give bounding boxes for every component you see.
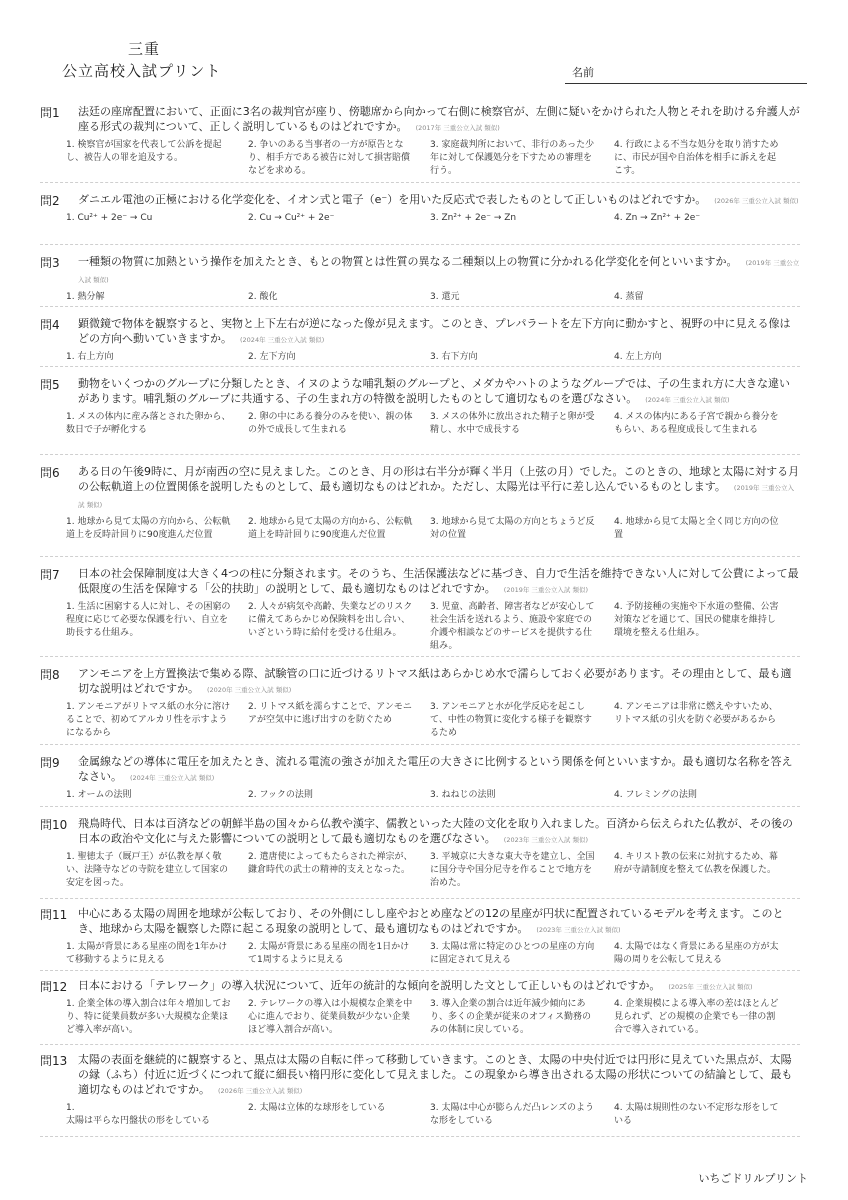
header: [0, 0, 848, 100]
choice-2[interactable]: 2. 卵の中にある養分のみを使い、親の体の外で成長して生まれる: [248, 412, 413, 435]
choice-1[interactable]: 1. 検察官が国家を代表して公訴を提起し、被告人の罪を追及する。: [66, 140, 222, 163]
source-note: (2024年 三重公立入試 類似): [130, 774, 215, 782]
question-text: 日本における「テレワーク」の導入状況について、近年の統計的な傾向を説明した文として正しいものはどれですか。 (2025年 三重公立入試 類似): [78, 979, 753, 992]
choice-1[interactable]: 1. アンモニアがリトマス紙の水分に溶けることで、初めてアルカリ性を示すようになるから: [66, 702, 231, 738]
question-number: 問6: [40, 466, 60, 480]
choice-3[interactable]: 3. 平城京に大きな東大寺を建立し、全国に国分寺や国分尼寺を作ることで地方を治めた。: [430, 852, 595, 888]
choice-list: [66, 789, 800, 805]
choice-3[interactable]: 3. 地球から見て太陽の方向とちょうど反対の位置: [430, 517, 595, 540]
choice-3[interactable]: 3. 還元: [430, 292, 460, 302]
question-text: アンモニアを上方置換法で集める際、試験管の口に近づけるリトマス紙はあらかじめ水で濡らしておく必要があります。その理由として、最も適切な説明はどれですか。 (2020年 三重公立入試 類似): [78, 667, 792, 695]
source-note: (2024年 三重公立入試 類似): [240, 336, 325, 344]
choice-list: [66, 701, 800, 747]
source-note: (2019年 三重公立入試 類似): [78, 484, 795, 509]
question-8: [40, 666, 800, 747]
choice-list: [66, 411, 800, 457]
question-text: 中心にある太陽の周囲を地球が公転しており、その外側にしし座やおとめ座などの12の星座が円状に配置されているモデルを考えます。このとき、地球から太陽を観察した際に起こる現象の説明として、最も適切なものはどれですか。 (2023年 三重公立入試 類似): [78, 907, 784, 935]
question-5: [40, 376, 800, 457]
choice-2[interactable]: 2. 太陽は立体的な球形をしている: [248, 1103, 386, 1113]
question-number: 問5: [40, 378, 60, 392]
choice-3[interactable]: 3. ねねじの法則: [430, 790, 496, 800]
page-title: 公立高校入試プリント: [62, 62, 222, 80]
choice-list: [66, 851, 800, 897]
choice-4[interactable]: 4. 左上方向: [614, 352, 662, 362]
choice-2[interactable]: 2. 争いのある当事者の一方が原告となり、相手方である被告に対して損害賠償などを求める。: [248, 140, 411, 176]
question-text: 動物をいくつかのグループに分類したとき、イヌのような哺乳類のグループと、メダカやハトのようなグループでは、子の生まれ方に大きな違いがあります。哺乳類のグループに共通する、子の生まれ方の特徴を説明したものとして適切なものを選びなさい。 (2024年 三重公立入試 類似): [78, 377, 791, 405]
choice-3[interactable]: 3. 右下方向: [430, 352, 478, 362]
question-text: 飛鳥時代、日本は百済などの朝鮮半島の国々から仏教や漢字、儒教といった大陸の文化を取り入れました。百済から伝えられた仏教が、その後の日本の政治や文化に与えた影響についての説明として最も適切なものを選びなさい。 (2023年 三重公立入試 類似): [78, 817, 793, 845]
divider: [40, 306, 800, 307]
choice-1[interactable]: 1. 右上方向: [66, 352, 114, 362]
divider: [40, 556, 800, 557]
choice-2[interactable]: 2. 地球から見て太陽の方向から、公転軌道上を時計回りに90度進んだ位置: [248, 517, 413, 540]
choice-1[interactable]: 1. 地球から見て太陽の方向から、公転軌道上を反時計回りに90度進んだ位置: [66, 517, 231, 540]
choice-2[interactable]: 2. 酸化: [248, 292, 278, 302]
divider: [40, 244, 800, 245]
divider: [40, 366, 800, 367]
source-note: (2024年 三重公立入試 類似): [645, 396, 730, 404]
question-4: [40, 316, 800, 367]
source-note: (2025年 三重公立入試 類似): [668, 983, 753, 991]
name-underline: [565, 83, 807, 84]
source-note: (2023年 三重公立入試 類似): [503, 836, 589, 844]
question-10: [40, 816, 800, 897]
choice-list: [66, 998, 800, 1044]
question-3: [40, 254, 800, 307]
question-2: [40, 192, 800, 228]
divider: [40, 656, 800, 657]
choice-list: [66, 351, 800, 367]
choice-2[interactable]: 2. フックの法則: [248, 790, 313, 800]
choice-3[interactable]: 3. Zn²⁺ + 2e⁻ → Zn: [430, 213, 517, 223]
choice-4[interactable]: 4. キリスト教の伝来に対抗するため、幕府が寺請制度を整えて仏教を保護した。: [614, 852, 778, 875]
divider: [40, 806, 800, 807]
question-13: [40, 1052, 800, 1134]
choice-4[interactable]: 4. アンモニアは非常に燃えやすいため、リトマス紙の引火を防ぐ必要があるから: [614, 702, 778, 725]
choice-list: [66, 212, 800, 228]
question-7: [40, 566, 800, 661]
question-9: [40, 754, 800, 805]
divider: [40, 970, 800, 971]
choice-4[interactable]: 4. フレミングの法則: [614, 790, 697, 800]
source-note: (2020年 三重公立入試 類似): [207, 686, 292, 694]
question-number: 問1: [40, 106, 60, 120]
question-number: 問11: [40, 908, 68, 922]
question-number: 問10: [40, 818, 68, 832]
question-number: 問9: [40, 756, 60, 770]
choice-list: [66, 1102, 800, 1134]
choice-4[interactable]: 4. 予防接種の実施や下水道の整備、公害対策などを通じて、国民の健康を維持し環境を整える仕組み。: [614, 602, 779, 638]
question-number: 問8: [40, 668, 60, 682]
choice-list: [66, 601, 800, 661]
question-12: [40, 978, 800, 1044]
question-1: [40, 104, 800, 185]
question-text: ダニエル電池の正極における化学変化を、イオン式と電子（e⁻）を用いた反応式で表したものとして正しいものはどれですか。 (2026年 三重公立入試 類似): [78, 193, 799, 206]
name-label: 名前: [572, 66, 594, 79]
choice-4[interactable]: 4. 地球から見て太陽と全く同じ方向の位置: [614, 517, 779, 540]
choice-4[interactable]: 4. 蒸留: [614, 292, 644, 302]
choice-2[interactable]: 2. 遣唐使によってもたらされた禅宗が、鎌倉時代の武士の精神的支えとなった。: [248, 852, 413, 875]
choice-3[interactable]: 3. 太陽は常に特定のひとつの星座の方向に固定されて見える: [430, 942, 595, 965]
choice-4[interactable]: 4. 太陽ではなく背景にある星座の方が太陽の周りを公転して見える: [614, 942, 779, 965]
choice-3[interactable]: 3. 児童、高齢者、障害者などが安心して社会生活を送れるよう、施設や家庭での介護や相談などのサービスを提供する仕組み。: [430, 602, 595, 651]
question-text: 太陽の表面を継続的に観察すると、黒点は太陽の自転に伴って移動していきます。このとき、太陽の中央付近では円形に見えていた黒点が、太陽の縁（ふち）付近に近づくにつれて縦に細長い楕円形に変化して見えました。この現象から導き出される太陽の形状についての結論として、最も適切なものはどれですか。 (2026年 三重公立入試 類似): [78, 1053, 793, 1096]
choice-2[interactable]: 2. テレワークの導入は小規模な企業を中心に進んでおり、従業員数が少ない企業ほど導入割合が高い。: [248, 999, 413, 1035]
source-note: (2026年 三重公立入試 類似): [714, 197, 799, 205]
question-text: ある日の午後9時に、月が南西の空に見えました。このとき、月の形は右半分が輝く半月（上弦の月）でした。このときの、地球と太陽に対する月の公転軌道上の位置関係を説明したものとして、最も適切なものはどれか。ただし、太陽光は平行に差し込んでいるものとします。 (2019年 三重公立入試 類似): [78, 465, 800, 509]
source-note: (2017年 三重公立入試 類似): [415, 124, 500, 132]
question-number: 問3: [40, 256, 60, 270]
choice-1[interactable]: 1. 生活に困窮する人に対し、その困窮の程度に応じて必要な保護を行い、自立を助長する仕組み。: [66, 602, 231, 638]
choice-4[interactable]: 4. 行政による不当な処分を取り消すために、市民が国や自治体を相手に訴えを起こす。: [614, 140, 779, 176]
source-note: (2019年 三重公立入試 類似): [503, 586, 589, 594]
source-note: (2023年 三重公立入試 類似): [536, 926, 621, 934]
divider: [40, 1044, 800, 1045]
divider: [40, 182, 800, 183]
choice-4[interactable]: 4. 太陽は規則性のない不定形な形をしている: [614, 1103, 779, 1126]
choice-3[interactable]: 3. 太陽は中心が膨らんだ凸レンズのような形をしている: [430, 1103, 594, 1126]
question-number: 問2: [40, 194, 60, 208]
choice-1[interactable]: 1. 太陽は平らな円盤状の形をしている: [66, 1103, 211, 1126]
question-text: 金属線などの導体に電圧を加えたとき、流れる電流の強さが加えた電圧の大きさに比例するという関係を何といいますか。最も適切な名称を答えなさい。 (2024年 三重公立入試 類似): [78, 755, 793, 783]
question-number: 問12: [40, 980, 68, 994]
choice-3[interactable]: 3. メスの体外に放出された精子と卵が受精し、水中で成長する: [430, 412, 595, 435]
prefecture-title: 三重: [128, 40, 161, 58]
divider: [40, 744, 800, 745]
choice-1[interactable]: 1. オームの法則: [66, 790, 132, 800]
choice-2[interactable]: 2. Cu → Cu²⁺ + 2e⁻: [248, 213, 335, 223]
choice-3[interactable]: 3. アンモニアと水が化学反応を起こして、中性の物質に変化する様子を観察するため: [430, 702, 592, 738]
choice-2[interactable]: 2. リトマス紙を濡らすことで、アンモニアが空気中に逃げ出すのを防ぐため: [248, 702, 412, 725]
divider: [40, 898, 800, 899]
choice-list: [66, 291, 800, 307]
choice-1[interactable]: 1. 熱分解: [66, 292, 105, 302]
choice-1[interactable]: 1. 聖徳太子（厩戸王）が仏教を厚く敬い、法隆寺などの寺院を建立して国家の安定を図った。: [66, 852, 229, 888]
question-number: 問7: [40, 568, 60, 582]
choice-4[interactable]: 4. 企業規模による導入率の差はほとんど見られず、どの規模の企業でも一律の割合で導入されている。: [614, 999, 779, 1035]
source-note: (2026年 三重公立入試 類似): [218, 1087, 303, 1095]
choice-4[interactable]: 4. メスの体内にある子宮で親から養分をもらい、ある程度成長して生まれる: [614, 412, 779, 435]
divider: [40, 1136, 800, 1137]
choice-3[interactable]: 3. 家庭裁判所において、非行のあった少年に対して保護処分を下すための審理を行う。: [430, 140, 595, 176]
divider: [40, 454, 800, 455]
question-11: [40, 906, 800, 971]
footer-brand: いちごドリルプリント: [698, 1172, 808, 1185]
question-text: 一種類の物質に加熱という操作を加えたとき、もとの物質とは性質の異なる二種類以上の物質に分かれる化学変化を何といいますか。 (2019年 三重公立入試 類似): [78, 255, 800, 284]
choice-1[interactable]: 1. Cu²⁺ + 2e⁻ → Cu: [66, 213, 153, 223]
choice-2[interactable]: 2. 太陽が背景にある星座の間を1日かけて1周するように見える: [248, 942, 410, 965]
question-text: 日本の社会保障制度は大きく4つの柱に分類されます。そのうち、生活保護法などに基づき、自力で生活を維持できない人に対して公費によって最低限度の生活を保障する「公的扶助」の説明として、最も適切なものはどれですか。 (2019年 三重公立入試 類似): [78, 567, 799, 595]
choice-1[interactable]: 1. 企業全体の導入割合は年々増加しており、特に従業員数が多い大規模な企業ほど導入率が高い。: [66, 999, 231, 1035]
question-6: [40, 464, 800, 562]
choice-1[interactable]: 1. メスの体内に産み落とされた卵から、数日で子が孵化する: [66, 412, 231, 435]
source-note: (2019年 三重公立入試 類似): [78, 259, 800, 284]
question-number: 問4: [40, 318, 60, 332]
choice-3[interactable]: 3. 導入企業の割合は近年減少傾向にあり、多くの企業が従来のオフィス勤務のみの体制に戻している。: [430, 999, 592, 1035]
choice-4[interactable]: 4. Zn → Zn²⁺ + 2e⁻: [614, 213, 701, 223]
question-text: 顕微鏡で物体を観察すると、実物と上下左右が逆になった像が見えます。このとき、プレパラートを左下方向に動かすと、視野の中に見える像はどの方向へ動いていきますか。 (2024年 三重公立入試 類似): [78, 317, 791, 345]
choice-2[interactable]: 2. 左下方向: [248, 352, 296, 362]
choice-list: [66, 139, 800, 185]
choice-1[interactable]: 1. 太陽が背景にある星座の間を1年かけて移動するように見える: [66, 942, 228, 965]
choice-list: [66, 941, 800, 971]
question-number: 問13: [40, 1054, 68, 1068]
choice-2[interactable]: 2. 人々が病気や高齢、失業などのリスクに備えてあらかじめ保険料を出し合い、いざという時に給付を受ける仕組み。: [248, 602, 413, 638]
question-text: 法廷の座席配置において、正面に3名の裁判官が座り、傍聴席から向かって右側に検察官が、左側に疑いをかけられた人物とそれを助ける弁護人が座る形式の裁判について、正しく説明しているものはどれですか。 (2017年 三重公立入試 類似): [78, 105, 800, 133]
